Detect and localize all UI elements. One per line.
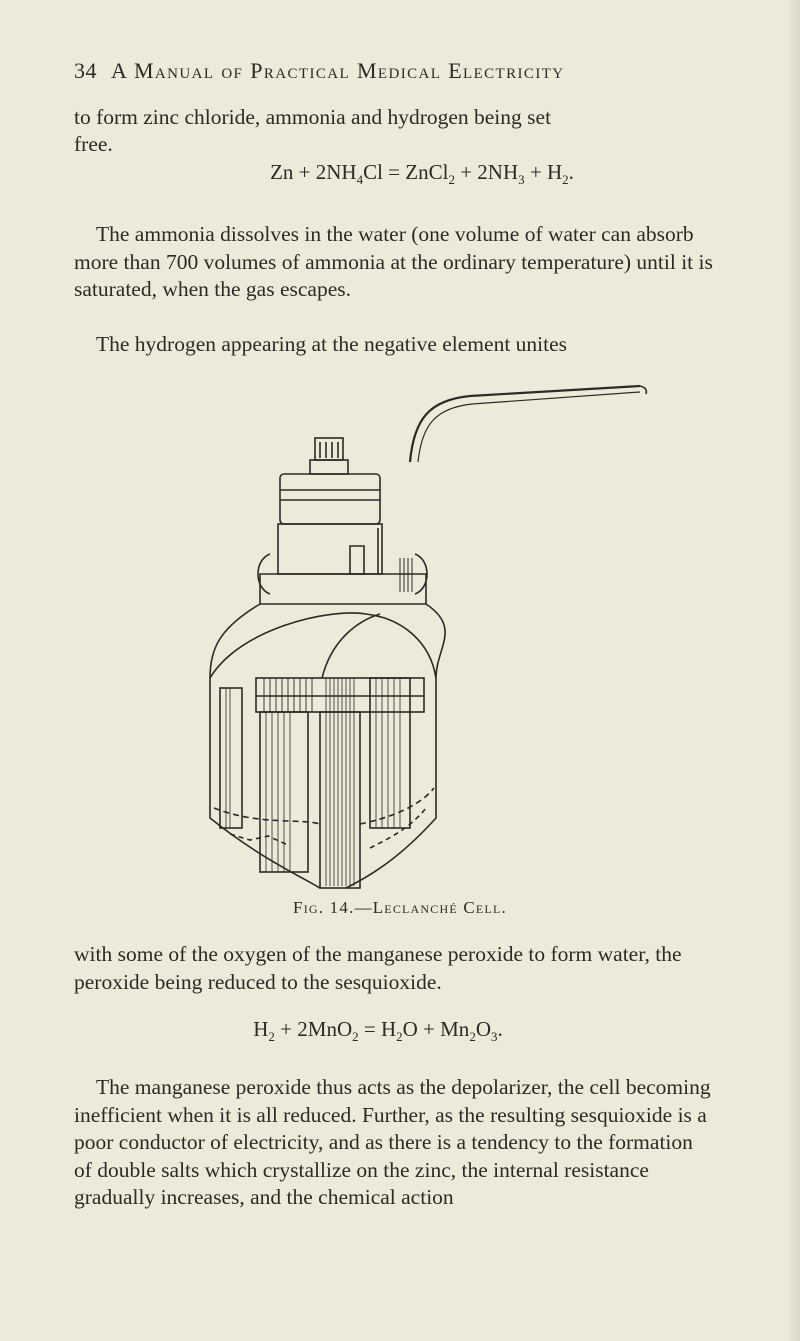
top-text-line1: to form zinc chloride, ammonia and hydrogen being set (74, 105, 552, 129)
paragraph-depolarizer: The manganese peroxide thus acts as the depolarizer, the cell becoming inefficient when it is all reduced. Further, as the resulting sesquioxide is a poor conductor of electricity, and as there is a tendency to the formation of double salts which crystallize on the zinc, the internal resistance gradually increases, and the chemical action (74, 1075, 711, 1209)
paragraph-ammonia: The ammonia dissolves in the water (one volume of water can absorb more than 700 volumes of ammonia at the ordinary temperature) until it is saturated, when the gas escapes. (74, 222, 713, 301)
page-edge-shadow (786, 0, 800, 1341)
paragraph-hydrogen: The hydrogen appearing at the negative element unites (96, 332, 568, 356)
equation-manganese: $H_2 + 2MnO_2 = H_2O + Mn_2O_3$. (253, 1017, 503, 1045)
page-number: 34 (74, 58, 97, 83)
running-title: A Manual of Practical Medical Electricity (111, 58, 565, 83)
figure-caption: Fig. 14.—Leclanché Cell. (293, 898, 507, 917)
leclanche-cell-illustration (200, 378, 660, 898)
paragraph-oxygen: with some of the oxygen of the manganese peroxide to form water, the peroxide being reduced to the sesquioxide. (74, 942, 682, 994)
running-header (74, 58, 734, 84)
top-text-line2: free. (74, 132, 113, 156)
equation-zinc-chloride: $Zn + 2NH_4Cl$ = ZnCl$_2$ + $2NH_3 + H_2$. (270, 160, 574, 188)
